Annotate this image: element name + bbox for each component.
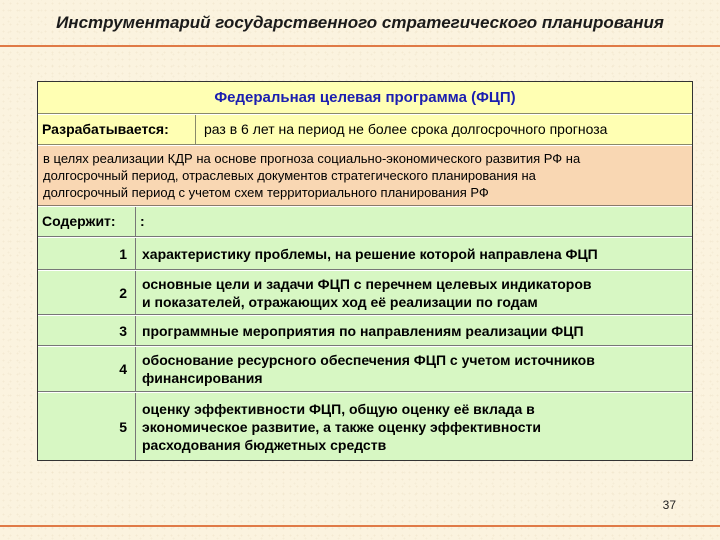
item-number: 4 <box>38 347 136 391</box>
item-text <box>142 393 688 460</box>
item-line: финансирования <box>142 370 263 386</box>
description-line: в целях реализации КДР на основе прогноза социально-экономического развития РФ на <box>43 151 581 166</box>
description-line: долгосрочный период, отраслевых документов стратегического планирования на <box>43 168 536 183</box>
table-header: Федеральная целевая программа (ФЦП) <box>38 82 692 114</box>
content-item-5 <box>38 393 692 460</box>
item-text <box>142 271 688 314</box>
item-line: характеристику проблемы, на решение которой направлена ФЦП <box>142 245 598 262</box>
description-row <box>38 146 692 206</box>
contains-label: Содержит: <box>38 207 136 236</box>
developed-row <box>38 115 692 145</box>
item-number: 3 <box>38 316 136 345</box>
content-item-3 <box>38 316 692 346</box>
description-line: долгосрочный период с учетом схем территориального планирования РФ <box>43 185 489 200</box>
slide-title: Инструментарий государственного стратегического планирования <box>56 13 664 32</box>
contains-value: : <box>140 213 145 229</box>
content-item-4 <box>38 347 692 392</box>
item-line: обоснование ресурсного обеспечения ФЦП с учетом источников <box>142 352 595 368</box>
item-line: оценку эффективности ФЦП, общую оценку её вклада в <box>142 400 535 417</box>
item-line: программные мероприятия по направлениям реализации ФЦП <box>142 322 584 339</box>
item-number: 5 <box>38 393 136 460</box>
top-divider <box>0 45 720 47</box>
content-item-1 <box>38 238 692 270</box>
item-text <box>142 347 688 391</box>
developed-value: раз в 6 лет на период не более срока долгосрочного прогноза <box>204 121 608 137</box>
item-number: 2 <box>38 271 136 314</box>
item-text <box>142 238 688 269</box>
content-item-2 <box>38 271 692 315</box>
bottom-divider <box>0 525 720 527</box>
page-number: 37 <box>662 498 676 512</box>
fcp-table <box>37 81 693 461</box>
item-line: экономическое развитие, а также оценку эффективности <box>142 418 541 435</box>
item-line: основные цели и задачи ФЦП с перечнем целевых индикаторов <box>142 275 592 292</box>
contains-row <box>38 207 692 237</box>
item-line: и показателей, отражающих ход её реализации по годам <box>142 293 538 310</box>
developed-label: Разрабатывается: <box>38 115 196 144</box>
item-number: 1 <box>38 238 136 269</box>
item-text <box>142 316 688 345</box>
item-line: расходования бюджетных средств <box>142 436 387 453</box>
